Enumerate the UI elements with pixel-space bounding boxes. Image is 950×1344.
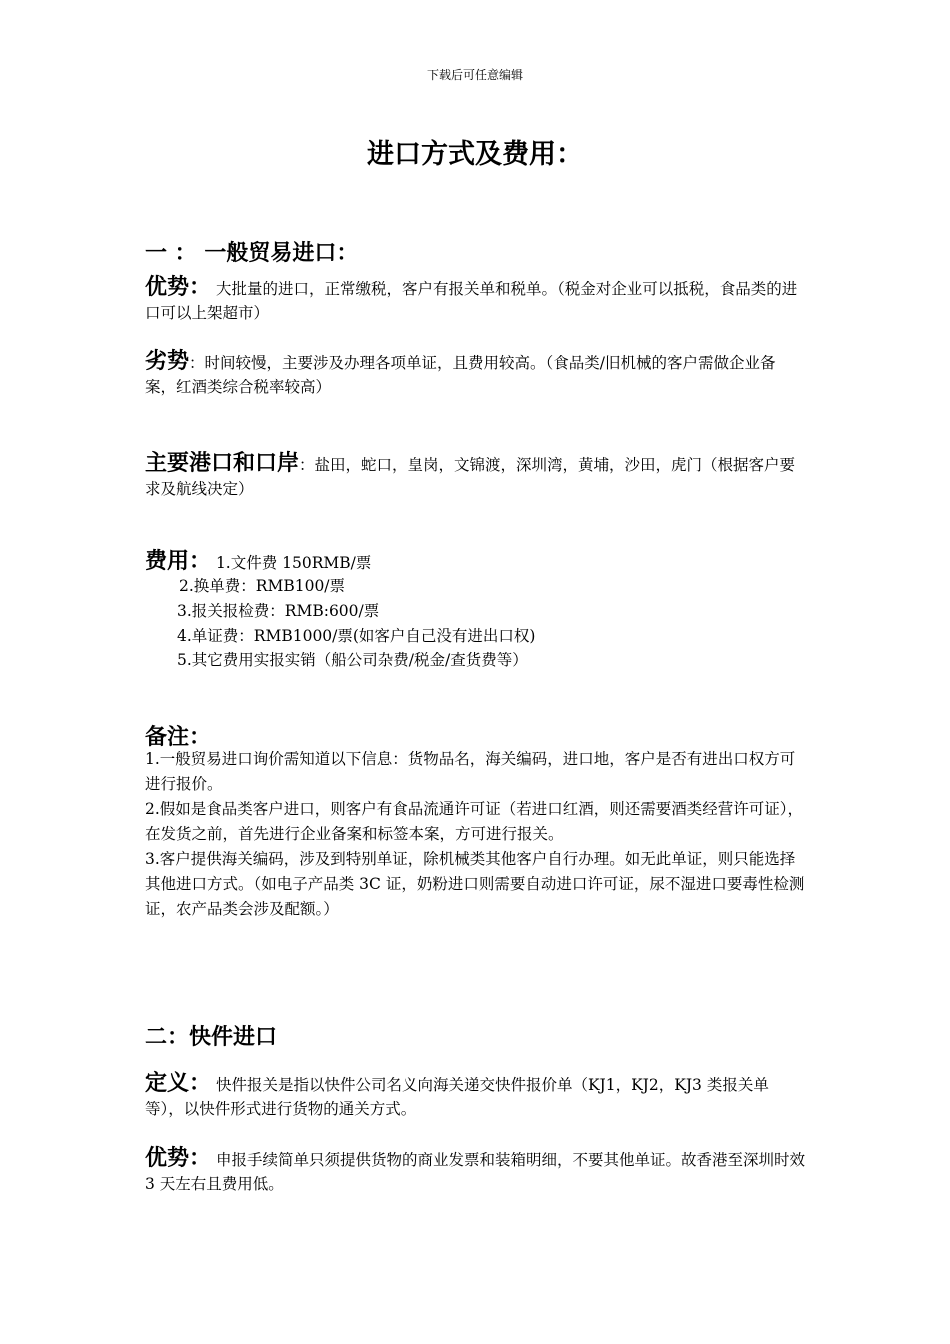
section2-definition [145,1072,805,1121]
notes-label: 备注： [145,725,212,750]
section2-heading: 二：快件进口 [145,1025,278,1050]
fee-item: 5.其它费用实报实销（船公司杂费/税金/查货费等） [177,651,528,669]
ports-text: ：盐田，蛇口，皇岗，文锦渡，深圳湾，黄埔，沙田，虎门（根据客户要求及航线决定） [145,456,796,498]
section1-fees [145,550,805,575]
disadvantage-label: 劣势 [145,349,190,374]
section1-ports [145,452,805,501]
section2-advantage [145,1147,805,1196]
ports-label: 主要港口和口岸 [145,451,300,476]
disadvantage-text: ：时间较慢，主要涉及办理各项单证，且费用较高。（食品类/旧机械的客户需做企业备案，红酒类综合税率较高） [145,354,776,396]
fee-item: 1.文件费 150RMB/票 [211,554,372,572]
fee-item: 3.报关报检费：RMB:600/票 [177,602,380,620]
note-item: 1.一般贸易进口询价需知道以下信息：货物品名，海关编码，进口地，客户是否有进出口权方可进行报价。 [145,750,796,793]
fee-item: 2.换单费：RMB100/票 [179,577,346,595]
fee-item: 4.单证费：RMB1000/票(如客户自己没有进出口权) [177,627,536,645]
document-title: 进口方式及费用： [367,139,583,170]
definition-label: 定义： [145,1071,212,1096]
section1-heading: 一 ： 一般贸易进口： [145,241,359,266]
advantage-text: 大批量的进口，正常缴税，客户有报关单和税单。（税金对企业可以抵税，食品类的进口可以上架超市） [145,280,798,322]
advantage-label: 优势： [145,275,212,300]
header-note: 下载后可任意编辑 [426,68,523,82]
section1-disadvantage [145,350,805,399]
advantage-label: 优势： [145,1146,212,1171]
definition-text: 快件报关是指以快件公司名义向海关递交快件报价单（KJ1，KJ2，KJ3 类报关单等），以快件形式进行货物的通关方式。 [145,1076,769,1118]
note-item: 3.客户提供海关编码，涉及到特别单证，除机械类其他客户自行办理。如无此单证，则只能选择其他进口方式。（如电子产品类 3C 证，奶粉进口则需要自动进口许可证，尿不湿进口要毒性检测证，农产品类会涉及配额。） [145,850,805,918]
fees-label: 费用： [145,549,212,574]
advantage-text: 申报手续简单只须提供货物的商业发票和装箱明细，不要其他单证。故香港至深圳时效 3 天左右且费用低。 [145,1151,805,1193]
section1-advantage [145,276,805,325]
note-item: 2.假如是食品类客户进口，则客户有食品流通许可证（若进口红酒，则还需要酒类经营许可证），在发货之前，首先进行企业备案和标签本案，方可进行报关。 [145,800,804,843]
notes-list [145,747,805,922]
